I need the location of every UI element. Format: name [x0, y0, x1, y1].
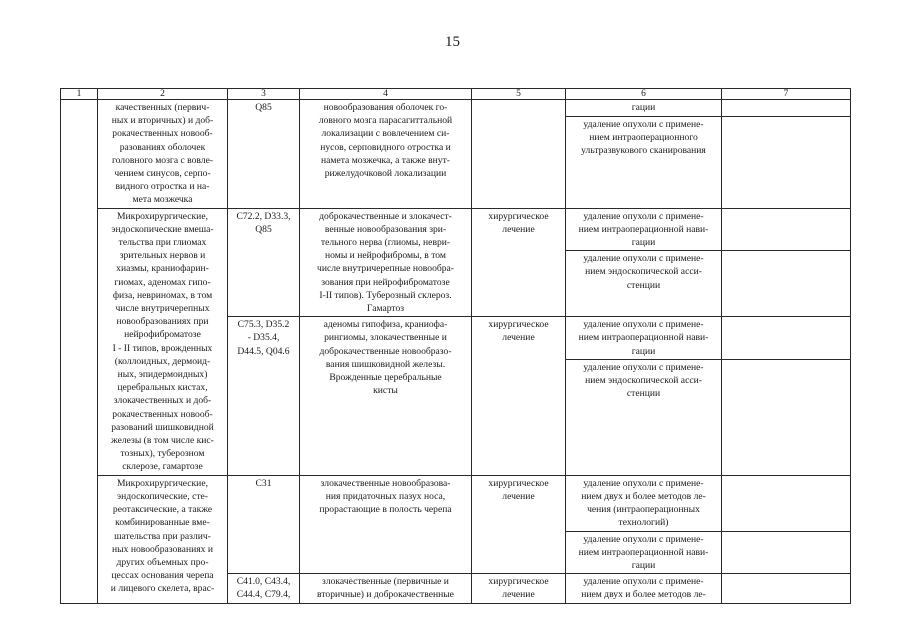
column-header: 5	[472, 89, 566, 100]
medical-procedures-table	[60, 88, 851, 604]
diagnosis: аденомы гипофиза, краниофа- рингиомы, злокачественные и доброкачественные новообразо- вания шишковидной железы. Врожденные церебральные кисты	[300, 317, 472, 476]
column-header: 2	[98, 89, 228, 100]
notes-cell	[722, 317, 851, 360]
notes-cell	[722, 574, 851, 603]
method: удаление опухоли с примене- нием эндоскопической асси- стенции	[566, 359, 722, 475]
method: удаление опухоли с примене- нием интраоперационной нави- гации	[566, 531, 722, 574]
page-number: 15	[445, 34, 460, 50]
column-header: 6	[566, 89, 722, 100]
icd-codes: Q85	[228, 100, 300, 209]
treatment-type: хирургическое лечение	[472, 317, 566, 476]
method: удаление опухоли с примене- нием интраоперационного ультразвукового сканирования	[566, 116, 722, 208]
column-header: 1	[61, 89, 98, 100]
notes-cell	[722, 531, 851, 574]
notes-cell	[722, 208, 851, 251]
notes-cell	[722, 251, 851, 317]
notes-cell	[722, 359, 851, 475]
treatment-type: хирургическое лечение	[472, 574, 566, 603]
procedure-description: Микрохирургические, эндоскопические вмеша- тельства при глиомах зрительных нервов и хиазмы, краниофарин- гиомах, аденомах гипо- физа, невриномах, в том числе внутричерепных новообразованиях при нейрофиброматозе I - II типов, врожденных (коллоидных, дермоид- ных, эпидермоидных) церебральных кистах, злокачественных и доб- рокачественных новооб- разований шишковидной железы (в том числе кис- тозных), туберозном склерозе, гамартозе	[98, 208, 228, 475]
diagnosis: доброкачественные и злокачест- венные новообразования зри- тельного нерва (глиомы, неври- номы и нейрофибромы, в том числе внутричерепные новообра- зования при нейрофиброматозе I-II типов). Туберозный склероз. Гамартоз	[300, 208, 472, 317]
table-row	[61, 100, 851, 117]
icd-codes: C31	[228, 475, 300, 573]
procedure-description: качественных (первич- ных и вторичных) и доб- рокачественных новооб- разованиях оболочек головного мозга с вовле- чением синусов, серпо- видного отростка и на- мета мозжечка	[98, 100, 228, 209]
treatment-type: хирургическое лечение	[472, 475, 566, 573]
icd-codes: C72.2, D33.3, Q85	[228, 208, 300, 317]
method: удаление опухоли с примене- нием двух и более методов ле- чения (интраоперационных технологий)	[566, 475, 722, 531]
diagnosis: новообразования оболочек го- ловного мозга парасагиттальной локализации с вовлечением си- нусов, серповидного отростка и намета мозжечка, а также внут- рижелудочковой локализации	[300, 100, 472, 209]
method: удаление опухоли с примене- нием интраоперационной нави- гации	[566, 317, 722, 360]
treatment-type	[472, 100, 566, 209]
notes-cell	[722, 100, 851, 117]
method: гации	[566, 100, 722, 117]
row-number-cell	[61, 100, 98, 604]
icd-codes: C75.3, D35.2 - D35.4, D44.5, Q04.6	[228, 317, 300, 476]
table-row	[61, 208, 851, 251]
column-header: 7	[722, 89, 851, 100]
icd-codes: C41.0, C43.4, C44.4, C79.4,	[228, 574, 300, 603]
diagnosis: злокачественные новообразова- ния придаточных пазух носа, прорастающие в полость черепа	[300, 475, 472, 573]
method: удаление опухоли с примене- нием двух и более методов ле-	[566, 574, 722, 603]
column-header: 3	[228, 89, 300, 100]
notes-cell	[722, 116, 851, 208]
treatment-type: хирургическое лечение	[472, 208, 566, 317]
method: удаление опухоли с примене- нием эндоскопической асси- стенции	[566, 251, 722, 317]
column-header: 4	[300, 89, 472, 100]
table-row	[61, 475, 851, 531]
procedure-description: Микрохирургические, эндоскопические, сте- реотаксические, а также комбинированные вме- шательства при различ- ных новообразованиях и других объемных про- цессах основания черепа и лицевого скелета, врас-	[98, 475, 228, 603]
notes-cell	[722, 475, 851, 531]
diagnosis: злокачественные (первичные и вторичные) и доброкачественные	[300, 574, 472, 603]
header-row	[61, 89, 851, 100]
method: удаление опухоли с примене- нием интраоперационной нави- гации	[566, 208, 722, 251]
